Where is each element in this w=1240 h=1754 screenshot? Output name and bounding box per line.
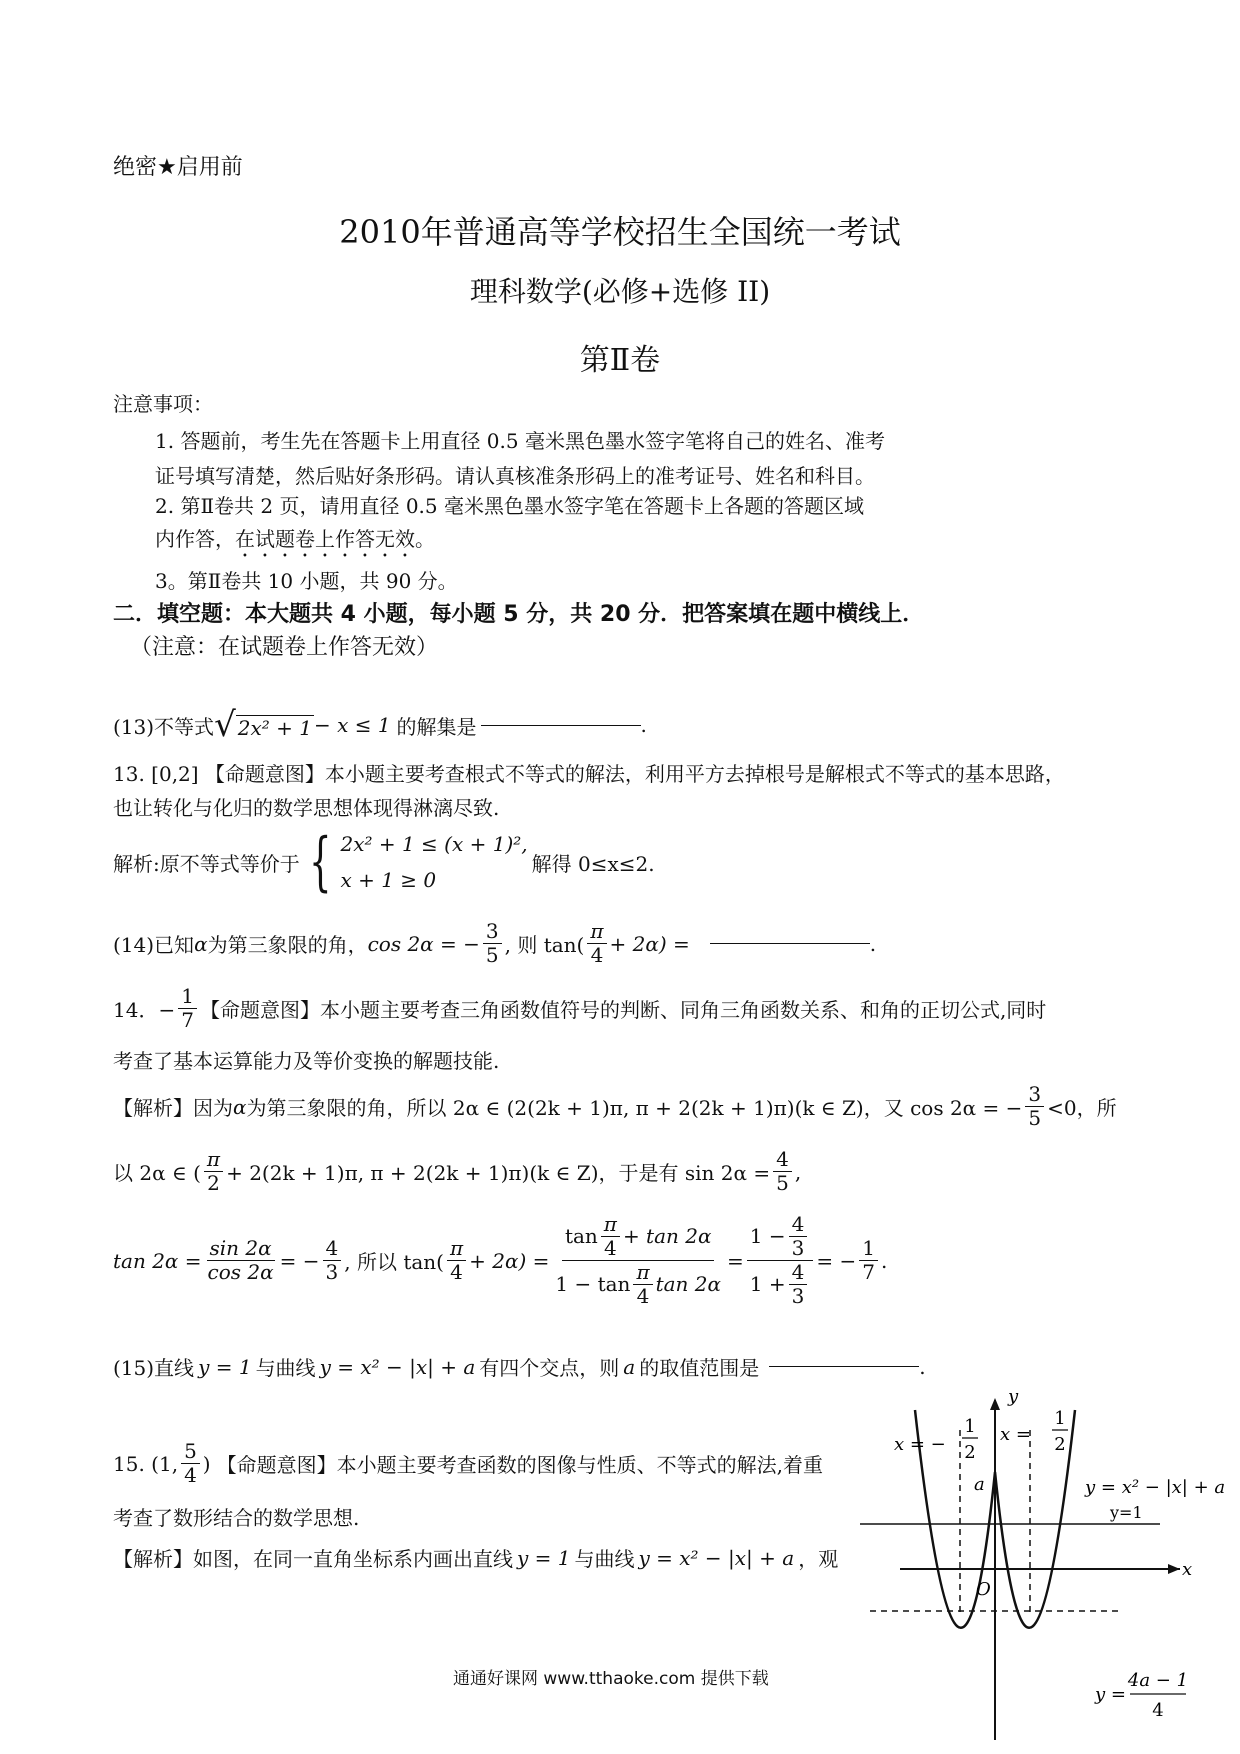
q15-answer-blank: [769, 1366, 919, 1367]
right-half-num: 1: [1054, 1408, 1066, 1429]
left-half-den: 2: [964, 1442, 976, 1463]
min-denominator: 4: [1152, 1700, 1164, 1721]
y1-label: y=1: [1110, 1503, 1143, 1522]
y-axis-label: y: [1008, 1390, 1019, 1407]
q14-solution-line3: tan 2α = $\frac{\sin 2\alpha}{\cos 2\alpha}$ = − $\frac{4}{3}$ , 所以 tan( $\frac{\pi}{4}$ + 2α) = tan $\frac{\pi}{4}$ + tan 2α 1 − tan $\frac{\pi}{4}$ tan 2α = 1 − $\frac{4}{3}$ 1 + $\frac{4}{3}$ = − $\frac{1}{7}$ .: [113, 1212, 888, 1308]
secret-label: 绝密★启用前: [113, 155, 243, 180]
x-axis-arrow: [1168, 1564, 1180, 1574]
left-x-label: x = −: [894, 1434, 946, 1455]
left-half-num: 1: [964, 1416, 976, 1437]
notice-heading: 注意事项：: [113, 392, 213, 416]
y-axis-arrow: [990, 1398, 1000, 1410]
q13-answer-blank: [481, 725, 641, 726]
q14-question: (14)已知 α 为第三象限的角， cos 2α = − $\frac{3}{5}$ , 则 tan( $\frac{\pi}{4}$ + 2α) = .: [113, 919, 877, 967]
volume-title: 第Ⅱ卷: [579, 343, 661, 378]
right-half-den: 2: [1054, 1434, 1066, 1455]
x-axis-label: x: [1182, 1559, 1193, 1580]
section2-heading: 二．填空题：本大题共 4 小题，每小题 5 分，共 20 分．把答案填在题中横线上．: [113, 602, 925, 627]
origin-label: O: [976, 1579, 991, 1600]
q14-answer-blank: [710, 943, 870, 944]
notice-item1-line2: 证号填写清楚，然后贴好条形码。请认真核准条形码上的准考证号、姓名和科目。: [155, 464, 875, 488]
q13-answer-line1: 13. [0,2] 【命题意图】本小题主要考查根式不等式的解法，利用平方去掉根号是解根式不等式的基本思路，: [113, 762, 1065, 786]
exam-subtitle: 理科数学(必修+选修 II): [469, 275, 771, 308]
sqrt-expression: √ 2x² + 1: [214, 705, 312, 745]
min-label: y =: [1095, 1684, 1126, 1705]
notice-item2-line1: 2. 第Ⅱ卷共 2 页，请用直径 0.5 毫米黑色墨水签字笔在答题卡上各题的答题区域: [155, 494, 864, 518]
function-graph: [860, 1390, 1240, 1754]
q15-solution: 【解析】如图，在同一直角坐标系内画出直线 y = 1 与曲线 y = x² − |x| + a ，观: [113, 1545, 839, 1571]
q13-answer-line2: 也让转化与化归的数学思想体现得淋漓尽致.: [113, 796, 500, 820]
emphasis-text: 在试题卷上作答无效: [235, 527, 415, 551]
curve-label: y = x² − |x| + a: [1085, 1477, 1226, 1498]
q14-answer: 14．− $\frac{1}{7}$ 【命题意图】本小题主要考查三角函数值符号的判断、同角三角函数关系、和角的正切公式,同时: [113, 984, 1047, 1032]
q14-solution-line1: 【解析】因为 α 为第三象限的角，所以 2α ∈ (2(2k + 1)π, π + 2(2k + 1)π)(k ∈ Z)，又 cos 2α = − $\frac{3}{5}$ <0，所: [113, 1082, 1117, 1130]
notice-item3: 3。第Ⅱ卷共 10 小题，共 90 分。: [155, 569, 458, 593]
min-numerator: 4a − 1: [1127, 1670, 1189, 1691]
q13-question: (13)不等式 √ 2x² + 1 − x ≤ 1 的解集是 .: [113, 705, 647, 745]
q15-question: (15)直线 y = 1 与曲线 y = x² − |x| + a 有四个交点，则 a 的取值范围是 .: [113, 1354, 926, 1380]
a-label: a: [974, 1474, 985, 1495]
footer: 通通好课网 www.tthaoke.com 提供下载: [453, 1669, 769, 1689]
q14-solution-line2: 以 2α ∈ ( $\frac{\pi}{2}$ + 2(2k + 1)π, π + 2(2k + 1)π)(k ∈ Z)，于是有 sin 2α = $\frac{4}{5}$ ,: [113, 1147, 802, 1195]
notice-item2-line2: 内作答，在试题卷上作答无效。: [155, 527, 435, 551]
q15-answer: 15. (1, $\frac{5}{4}$ ) 【命题意图】本小题主要考查函数的图像与性质、不等式的解法,着重: [113, 1439, 823, 1487]
q13-solution: 解析:原不等式等价于 { 2x² + 1 ≤ (x + 1)², x + 1 ≥ 0 解得 0≤x≤2.: [113, 825, 655, 899]
inequality-system: { 2x² + 1 ≤ (x + 1)², x + 1 ≥ 0: [308, 825, 528, 899]
q14-answer-line2: 考查了基本运算能力及等价变换的解题技能.: [113, 1049, 500, 1073]
q15-answer-line2: 考查了数形结合的数学思想.: [113, 1506, 360, 1530]
notice-item1-line1: 1. 答题前，考生先在答题卡上用直径 0.5 毫米黑色墨水签字笔将自己的姓名、准考: [155, 429, 885, 453]
exam-title: 2010年普通高等学校招生全国统一考试: [339, 213, 901, 251]
right-x-label: x =: [1000, 1424, 1031, 1445]
section2-note: （注意：在试题卷上作答无效）: [130, 635, 439, 660]
